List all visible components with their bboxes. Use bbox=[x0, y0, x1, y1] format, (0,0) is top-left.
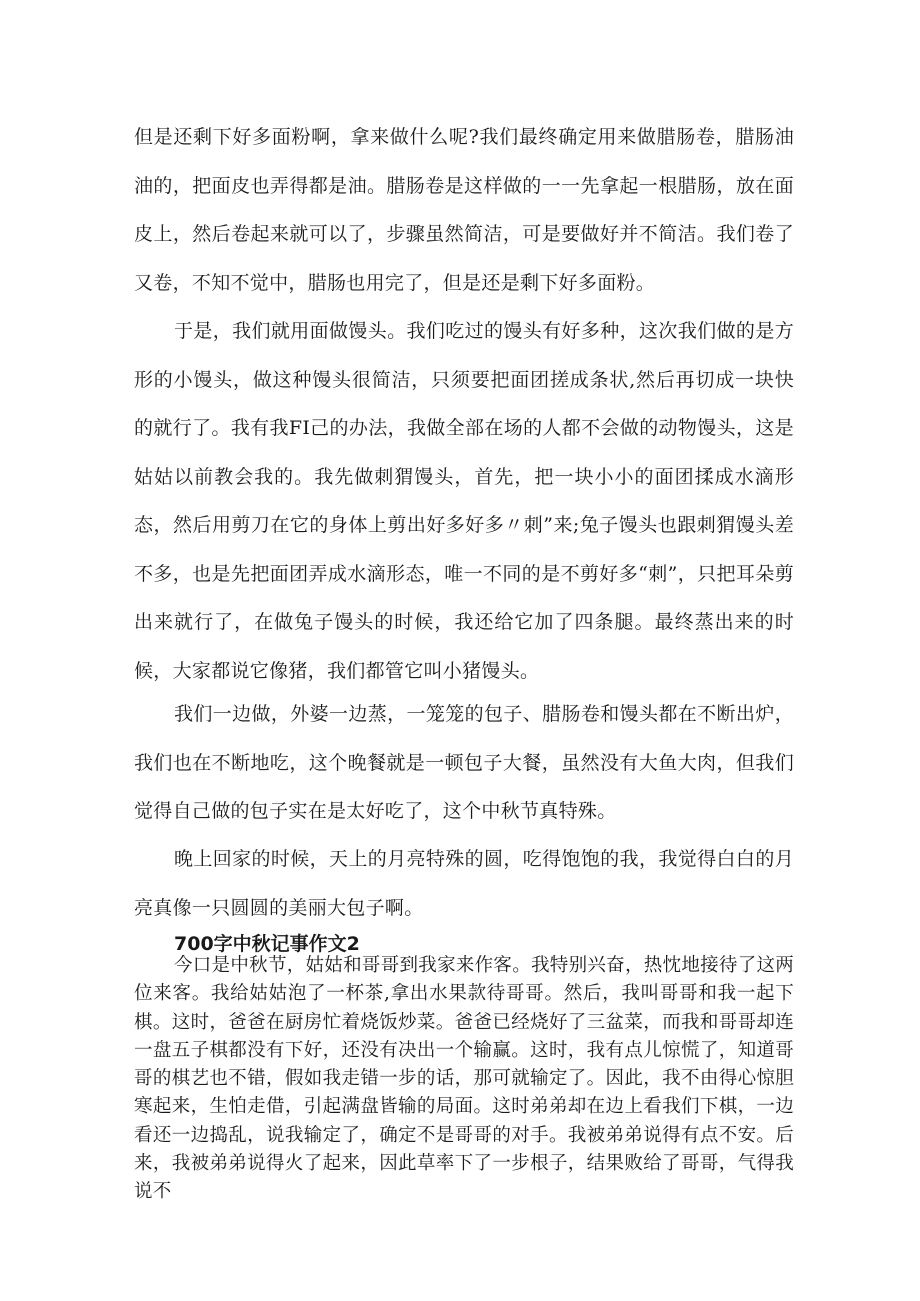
paragraph-dinner: 我们一边做，外婆一边蒸，一笼笼的包子、腊肠卷和馒头都在不断出炉，我们也在不断地吃，这个晚餐就是一顿包子大餐，虽然没有大鱼大肉，但我们觉得自己做的包子实在是太好吃了，这个中秋节真特殊。 bbox=[134, 703, 794, 822]
paragraph-moon: 晚上回家的时候，天上的月亮特殊的圆，吃得饱饱的我，我觉得白白的月亮真像一只圆圆的美丽大包子啊。 bbox=[134, 848, 794, 919]
section-title: 700字中秋记事作文2 bbox=[174, 933, 360, 955]
paragraph-steamed-buns: 于是，我们就用面做馒头。我们吃过的馒头有好多种，这次我们做的是方形的小馒头，做这种馒头很简洁，只须要把面团搓成条状,然后再切成一块快的就行了。我有我FI己的办法，我做全部在场的人都不会做的动物馒头，这是姑姑以前教会我的。我先做刺猬馒头，首先，把一块小小的面团揉成水滴形态，然后用剪刀在它的身体上剪出好多好多〃刺”来;兔子馒头也跟刺猬馒头差不多，也是先把面团弄成水滴形态，唯一不同的是不剪好多“刺”，只把耳朵剪出来就行了，在做兔子馒头的时候，我还给它加了四条腿。最终蒸出来的时候，大家都说它像猪，我们都管它叫小猪馒头。 bbox=[134, 320, 794, 682]
paragraph-chess-story: 今口是中秋节，姑姑和哥哥到我家来作客。我特别兴奋，热忱地接待了这两位来客。我给姑姑泡了一杯茶,拿出水果款待哥哥。然后，我叫哥哥和我一起下棋。这时，爸爸在厨房忙着烧饭炒菜。爸爸已经烧好了三盆菜，而我和哥哥却连一盘五子棋都没有下好，还没有决出一个输赢。这时，我有点儿惊慌了，知道哥哥的棋艺也不错，假如我走错一步的话，那可就输定了。因此，我不由得心惊胆寒起来，生怕走借，引起满盘皆输的局面。这时弟弟却在边上看我们下棋，一边看还一边捣乱，说我输定了，确定不是哥哥的对手。我被弟弟说得有点不安。后来，我被弟弟说得火了起来，因此草率下了一步根子，结果败给了哥哥，气得我说不 bbox=[134, 955, 794, 1203]
paragraph-sausage-rolls: 但是还剩下好多面粉啊，拿来做什么呢?我们最终确定用来做腊肠卷，腊肠油油的，把面皮也弄得都是油。腊肠卷是这样做的一一先拿起一根腊肠，放在面皮上，然后卷起来就可以了，步骤虽然简洁，可是要做好并不简洁。我们卷了又卷，不知不觉中，腊肠也用完了，但是还是剩下好多面粉。 bbox=[134, 126, 794, 294]
